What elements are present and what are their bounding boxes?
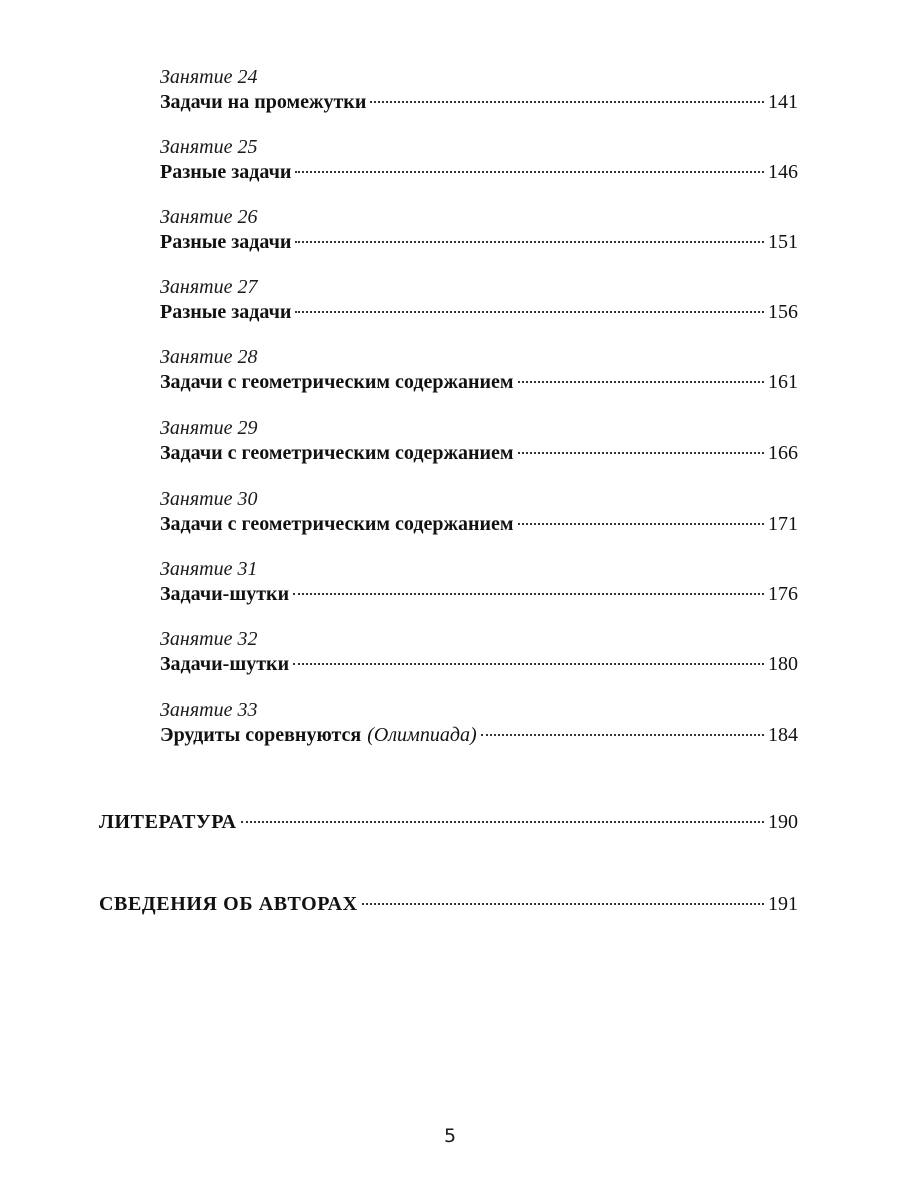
lesson-label: Занятие 33 xyxy=(160,699,258,721)
toc-entry-row xyxy=(160,300,798,326)
toc-entry-row xyxy=(160,90,798,116)
lesson-label: Занятие 29 xyxy=(160,417,258,439)
entry-title: Задачи с геометрическим содержанием xyxy=(160,513,514,535)
toc-lesson-entry xyxy=(160,628,798,678)
lesson-label: Занятие 31 xyxy=(160,558,258,580)
entry-page-number: 184 xyxy=(768,724,798,746)
lesson-label: Занятие 27 xyxy=(160,276,258,298)
dot-leader xyxy=(295,171,764,173)
toc-lesson-entry xyxy=(160,488,798,538)
dot-leader xyxy=(518,452,765,454)
entry-page-number: 176 xyxy=(768,583,798,605)
entry-title: Задачи-шутки xyxy=(160,583,290,605)
dot-leader xyxy=(241,821,764,823)
entry-page-number: 166 xyxy=(768,442,798,464)
toc-entry-row xyxy=(160,370,798,396)
entry-title: Задачи на промежутки xyxy=(160,91,367,113)
dot-leader xyxy=(518,523,765,525)
dot-leader xyxy=(293,663,764,665)
lesson-label: Занятие 30 xyxy=(160,488,258,510)
dot-leader xyxy=(481,734,764,736)
entry-page-number: 156 xyxy=(768,301,798,323)
dot-leader xyxy=(293,593,764,595)
entry-page-number: 146 xyxy=(768,161,798,183)
lesson-label: Занятие 25 xyxy=(160,136,258,158)
toc-entry-row xyxy=(160,441,798,467)
entry-title: Задачи-шутки xyxy=(160,653,290,675)
toc-entry-row xyxy=(160,512,798,538)
dot-leader xyxy=(295,311,764,313)
entry-note: (Олимпиада) xyxy=(367,724,477,746)
dot-leader xyxy=(518,381,765,383)
page-number: 5 xyxy=(443,1125,457,1147)
entry-page-number: 151 xyxy=(768,231,798,253)
entry-page-number: 141 xyxy=(768,91,798,113)
toc-lesson-entry xyxy=(160,66,798,116)
toc-lesson-entry xyxy=(160,276,798,326)
section-title: ЛИТЕРАТУРА xyxy=(99,811,237,833)
toc-entry-row xyxy=(160,160,798,186)
toc-entry-row xyxy=(160,582,798,608)
entry-page-number: 171 xyxy=(768,513,798,535)
entry-page-number: 161 xyxy=(768,371,798,393)
entry-title: Задачи с геометрическим содержанием xyxy=(160,371,514,393)
entry-page-number: 190 xyxy=(768,811,798,833)
entry-title: Задачи с геометрическим содержанием xyxy=(160,442,514,464)
toc-lesson-entry xyxy=(160,346,798,396)
toc-lesson-entry xyxy=(160,136,798,186)
toc-section-entry xyxy=(99,892,798,918)
toc-lesson-entry xyxy=(160,558,798,608)
toc-lesson-entry xyxy=(160,699,798,749)
toc-entry-row xyxy=(160,652,798,678)
section-title: СВЕДЕНИЯ ОБ АВТОРАХ xyxy=(99,893,358,915)
entry-title: Разные задачи xyxy=(160,301,292,323)
lesson-label: Занятие 24 xyxy=(160,66,258,88)
dot-leader xyxy=(295,241,764,243)
entry-title: Разные задачи xyxy=(160,161,292,183)
dot-leader xyxy=(370,101,764,103)
entry-page-number: 180 xyxy=(768,653,798,675)
toc-section-entry xyxy=(99,810,798,836)
lesson-label: Занятие 28 xyxy=(160,346,258,368)
entry-title: Эрудиты соревнуются xyxy=(160,724,362,746)
entry-title: Разные задачи xyxy=(160,231,292,253)
lesson-label: Занятие 26 xyxy=(160,206,258,228)
dot-leader xyxy=(362,903,764,905)
toc-entry-row xyxy=(160,723,798,749)
toc-lesson-entry xyxy=(160,417,798,467)
lesson-label: Занятие 32 xyxy=(160,628,258,650)
toc-entry-row xyxy=(160,230,798,256)
toc-lesson-entry xyxy=(160,206,798,256)
toc-entry-row xyxy=(99,892,798,918)
entry-page-number: 191 xyxy=(768,893,798,915)
toc-entry-row xyxy=(99,810,798,836)
